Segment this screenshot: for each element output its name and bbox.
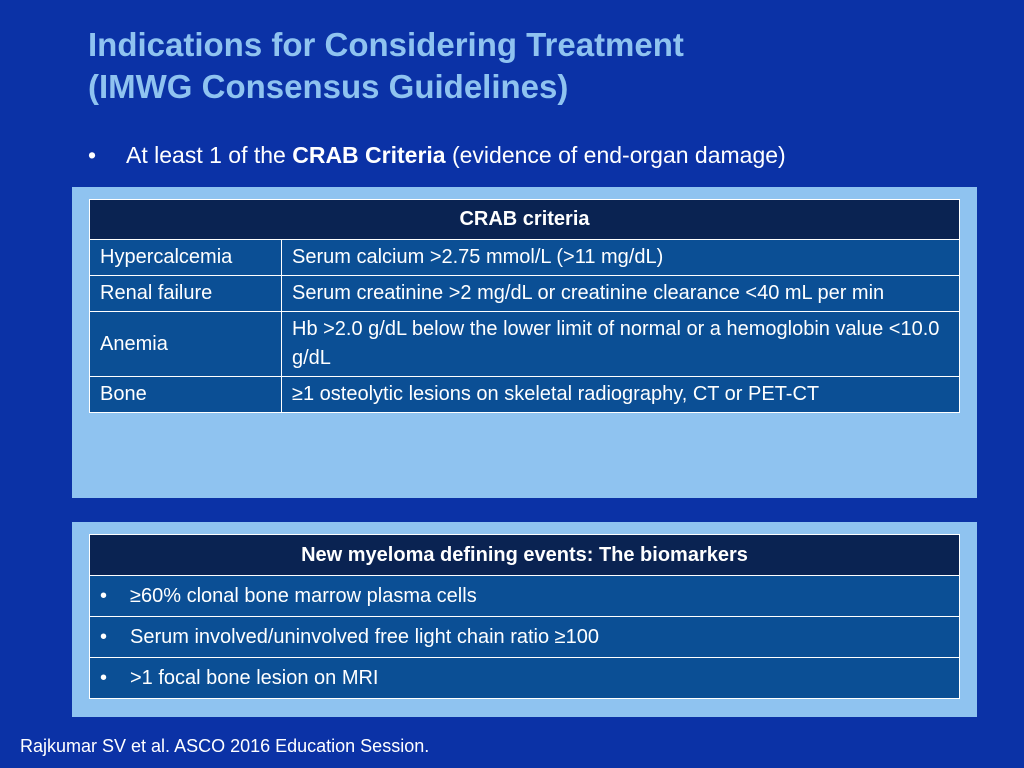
crab-table [89,199,960,413]
crab-row-label: Bone [90,377,282,413]
table-row [90,377,960,413]
crab-row-label: Renal failure [90,276,282,312]
biomarker-item-text: >1 focal bone lesion on MRI [130,666,379,689]
biomarker-item [90,576,960,617]
table-row [90,576,960,617]
biomarker-header-row [90,535,960,576]
crab-table-header: CRAB criteria [90,200,960,240]
bullet-dot: • [100,666,108,689]
bullet-dot: • [88,142,97,168]
crab-row-text: Serum calcium >2.75 mmol/L (>11 mg/dL) [282,240,960,276]
crab-row-text: ≥1 osteolytic lesions on skeletal radiography, CT or PET-CT [282,377,960,413]
table-row [90,312,960,377]
table-row [90,276,960,312]
biomarker-item [90,617,960,658]
crab-row-text: Hb >2.0 g/dL below the lower limit of normal or a hemoglobin value <10.0 g/dL [282,312,960,377]
bullet-dot: • [100,625,108,648]
intro-suffix: (evidence of end-organ damage) [445,142,786,168]
crab-header-row [90,200,960,240]
biomarker-item-text: Serum involved/uninvolved free light chain ratio ≥100 [130,625,600,648]
crab-row-text: Serum creatinine >2 mg/dL or creatinine clearance <40 mL per min [282,276,960,312]
crab-row-label: Anemia [90,312,282,377]
table-row [90,240,960,276]
slide-title-line-1: Indications for Considering Treatment [88,26,684,63]
biomarker-item-text: ≥60% clonal bone marrow plasma cells [130,584,477,607]
table-row [90,658,960,699]
citation-footer: Rajkumar SV et al. ASCO 2016 Education Session. [20,736,430,756]
crab-panel [72,187,977,498]
table-row [90,617,960,658]
bullet-dot: • [100,584,108,607]
biomarker-panel [72,522,977,717]
intro-bullet [88,138,988,172]
slide-title-line-2: (IMWG Consensus Guidelines) [88,68,569,105]
biomarker-table [89,534,960,699]
slide-title [88,24,988,108]
biomarker-table-header: New myeloma defining events: The biomarkers [90,535,960,576]
crab-row-label: Hypercalcemia [90,240,282,276]
biomarker-item [90,658,960,699]
intro-prefix: At least 1 of the [126,142,293,168]
intro-emphasis: CRAB Criteria [292,142,446,168]
